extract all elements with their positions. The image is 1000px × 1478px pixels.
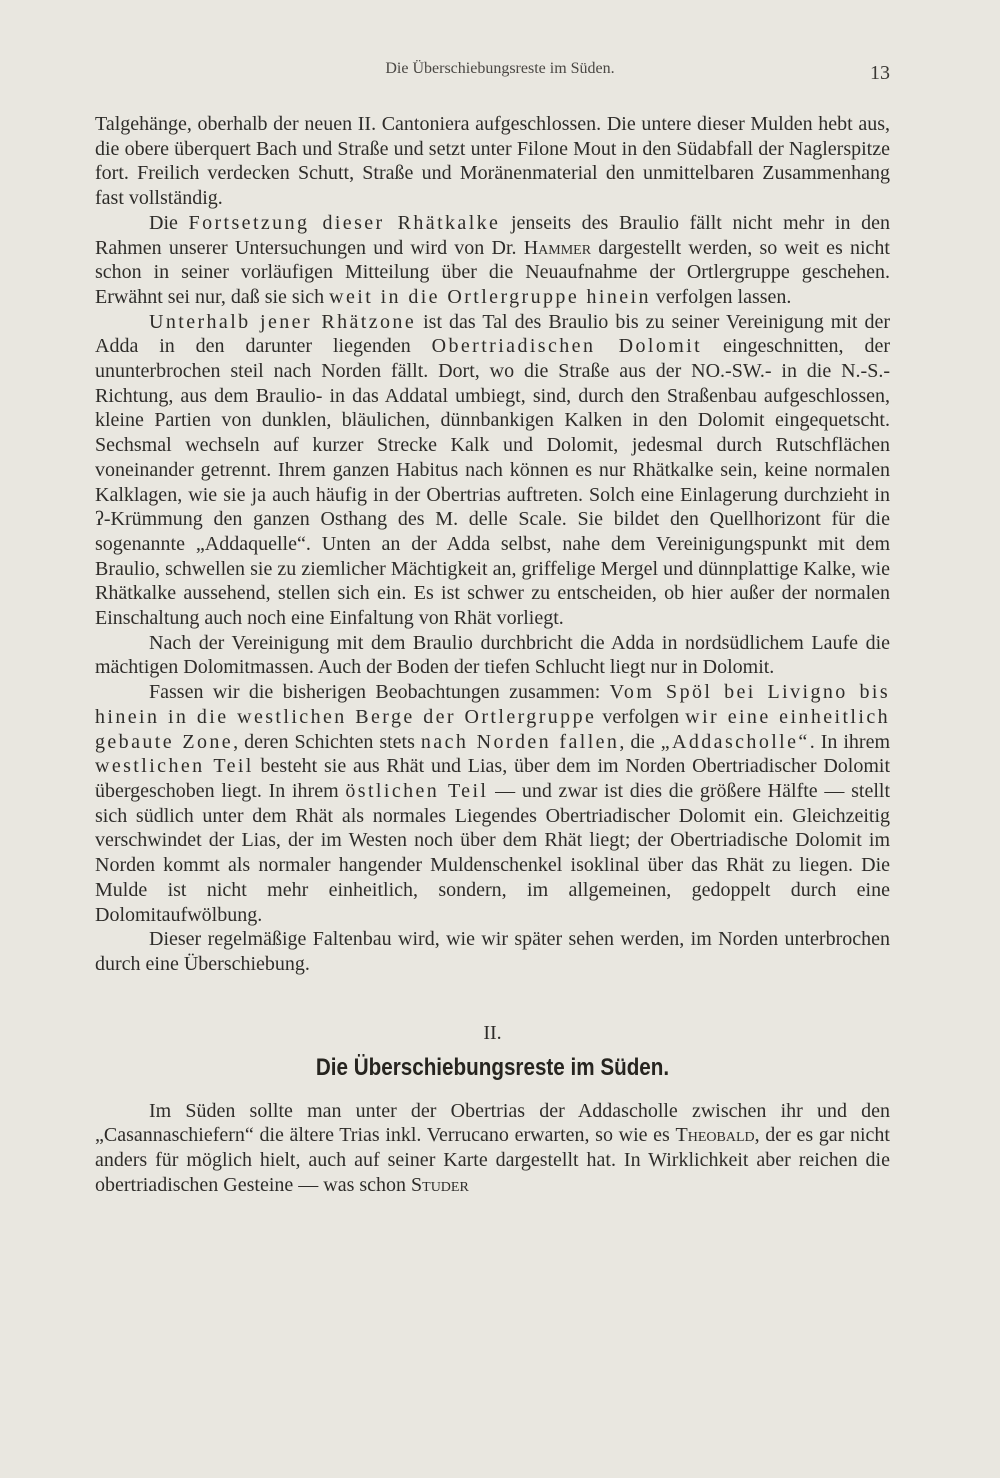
text-run: verfolgen lassen. [650,285,792,308]
text-run: verfolgen [596,705,686,728]
text-run: Im Süden sollte man unter der Obertrias der Addascholle zwischen ihr und den „Casannaschiefern“ die ältere Trias inkl. Verrucano erwarten, so wie es [95,1099,890,1147]
body-text [95,112,890,1197]
paragraph-4-text: Nach der Vereinigung mit dem Braulio durchbricht die Adda in nordsüdlichem Laufe die mächtigen Dolomitmassen. Auch der Boden der tiefen Schlucht liegt nur in Dolomit. [95,631,890,679]
text-run: dargestellt werden, so weit es nicht schon in seiner vorläufigen Mitteilung über die Neuaufnahme der Ortlergruppe geschehen. Erwähnt sei nur, daß sie sich [95,236,890,308]
spaced-text: wir eine einheitlich gebaute Zone [95,705,890,753]
text-run: , der es gar nicht anders für möglich hielt, auch auf seiner Karte dargestellt hat. In Wirklichkeit aber reichen die obertriadischen Gesteine — was schon [95,1124,890,1196]
page-number: 13 [870,62,890,84]
paragraph-7 [95,1099,890,1198]
text-run: jenseits des Braulio fällt nicht mehr in den Rahmen unserer Untersuchungen und wird von Dr. [95,211,890,259]
spaced-text: Fortsetzung dieser Rhätkalke [188,211,501,234]
text-run: , die [619,730,661,753]
author-name: Studer [411,1173,469,1196]
text-run: ist das Tal des Braulio bis zu seiner Vereinigung mit der Adda in den darunter liegenden [95,310,890,358]
text-run: eingeschnitten, der ununterbrochen steil nach Norden fällt. Dort, wo die Straße aus der NO.-SW.- in die N.-S.-Richtung, aus dem Braulio- in das Addatal umbiegt, sind, durch den Straßenbau aufgeschlossen, kleine Partien von dunklen, bläulichen, dünnbankigen Kalken in den Dolomit eingequetscht. Sechsmal wechseln auf kurzer Strecke Kalk und Dolomit, jedesmal durch Rutschflächen voneinander getrennt. Ihrem ganzen Habitus nach können es nur Rhätkalke sein, keine normalen Kalklagen, wie sie ja auch häufig in der Obertrias auftreten. Solch eine Einlagerung durchzieht in ʔ-Krümmung den ganzen Osthang des M. delle Scale. Sie bildet den Quellhorizont für die sogenannte „Addaquelle“. Unten an der Adda selbst, nahe dem Vereinigungspunkt mit dem Braulio, schwellen sie zu ziemlicher Mächtigkeit an, griffelige Mergel und dünnplattige Kalke, wie Rhätkalke aussehend, stellen sich ein. Es ist schwer zu entscheiden, ob hier außer der normalen Einschaltung auch noch eine Einfaltung von Rhät vorliegt. [95,335,890,630]
section-title: Die Überschiebungsreste im Süden. [315,1053,670,1081]
text-run: Fassen wir die bisherigen Beobachtungen zusammen: [149,681,610,704]
paragraph-1 [95,112,890,211]
text-run: — und zwar ist dies die größere Hälfte — stellt sich südlich unter dem Rhät als normales Liegendes Obertriadischer Dolomit ein. Gleichzeitig verschwindet der Lias, der im Westen noch über dem Rhät liegt; der Obertriadische Dolomit im Norden kommt als normaler hangender Muldenschenkel isoklinal über das Rhät zu liegen. Die Mulde ist nicht mehr einheitlich, sondern, im allgemeinen, gedoppelt durch eine Dolomitaufwölbung. [95,779,891,926]
text-run: , deren Schichten stets [233,730,421,753]
author-name: Theobald [675,1124,755,1147]
section-number: II. [483,1021,502,1044]
paragraph-6-text: Dieser regelmäßige Faltenbau wird, wie wir später sehen werden, im Norden unterbrochen durch eine Überschiebung. [95,928,890,975]
spaced-text: nach Norden fallen [420,730,620,753]
spaced-text: Vom Spöl bei Livigno bis hinein in die westlichen Berge der Ortlergruppe [95,681,890,728]
text-run: . In ihrem [809,730,890,753]
spaced-text: westlichen Teil [95,755,254,778]
paragraph-5 [95,680,890,927]
paragraph-4 [95,631,890,680]
text-run: Die [149,211,189,234]
paragraph-1-text: Talgehänge, oberhalb der neuen II. Cantoniera aufgeschlossen. Die untere dieser Mulden hebt aus, die obere überquert Bach und Straße und setzt unter Filone Mout in den Südabfall der Naglerspitze fort. Freilich verdecken Schutt, Straße und Moränenmaterial den unmittelbaren Zusammenhang fast vollständig. [95,113,890,210]
paragraph-6 [95,927,890,976]
author-name: Hammer [523,236,592,259]
spaced-text: weit in die Ortlergruppe hinein [329,285,651,308]
text-run: besteht sie aus Rhät und Lias, über dem im Norden Obertriadischer Dolomit übergeschoben liegt. In ihrem [95,755,890,802]
spaced-text: „Addascholle“ [660,730,810,753]
running-head: Die Überschiebungsreste im Süden. [385,60,615,77]
spaced-text: östlichen Teil [345,779,489,802]
paragraph-3 [95,310,890,631]
spaced-text: Obertriadischen Dolomit [431,335,703,358]
spaced-text: Unterhalb jener Rhätzone [149,310,417,333]
paragraph-2 [95,211,890,310]
